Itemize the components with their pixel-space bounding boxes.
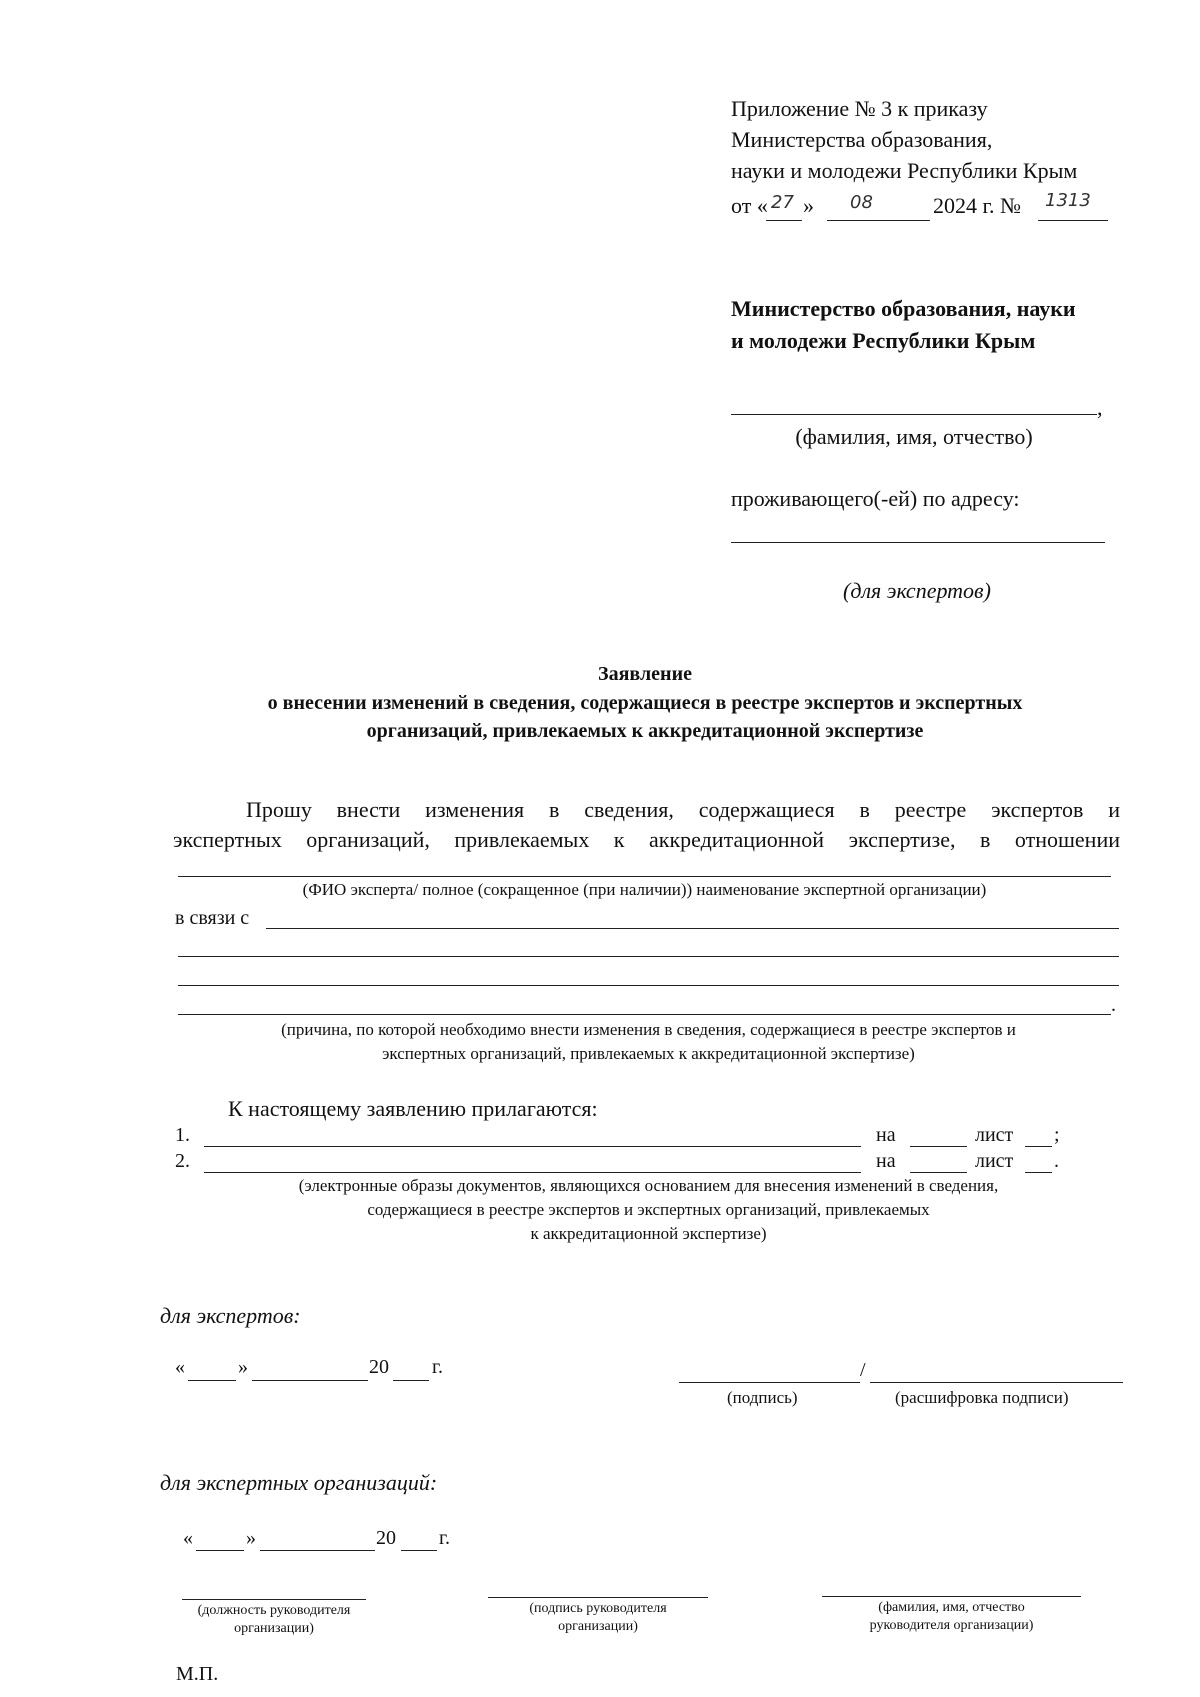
header-line-2: Министерства образования, <box>731 127 993 152</box>
title-line-2: о внесении изменений в сведения, содержащиеся в реестре экспертов и экспертных <box>267 692 1023 714</box>
reason-label: в связи с <box>175 907 250 929</box>
attachment-sheet: лист <box>975 1124 1014 1146</box>
attachment-sheet: лист <box>975 1150 1014 1172</box>
attachment-on: на <box>876 1150 896 1172</box>
reason-line-1 <box>266 928 1119 929</box>
title-line-1: Заявление <box>598 663 692 685</box>
for-experts-note: (для экспертов) <box>843 578 991 603</box>
date-year: 2024 г. № <box>933 193 1022 218</box>
applicant-fio-caption: (фамилия, имя, отчество) <box>795 424 1033 449</box>
header-line-3: науки и молодежи Республики Крым <box>731 158 1078 183</box>
addressee-line-1: Министерство образования, науки <box>731 296 1076 321</box>
header-line-1: Приложение № 3 к приказу <box>731 96 988 121</box>
title-line-3: организаций, привлекаемых к аккредитационной экспертизе <box>366 720 924 742</box>
reason-line-3 <box>178 985 1119 986</box>
attachment-count-line <box>910 1146 967 1147</box>
expert-fio-caption: (ФИО эксперта/ полное (сокращенное (при наличии)) наименование экспертной организации) <box>302 880 987 899</box>
experts-month-line <box>252 1380 368 1381</box>
organizations-year-suffix: г. <box>439 1527 450 1549</box>
attachment-name-line <box>204 1146 861 1147</box>
experts-signature-line <box>679 1382 860 1383</box>
experts-year-suffix: г. <box>432 1356 443 1378</box>
applicant-fio-comma: , <box>1097 395 1103 420</box>
attachments-caption-1: (электронные образы документов, являющихся основанием для внесения изменений в сведения, <box>298 1176 999 1195</box>
attachment-name-line <box>204 1172 861 1173</box>
experts-quote-close: » <box>238 1356 248 1378</box>
position-caption-1: (должность руководителя <box>197 1603 351 1618</box>
attachment-number: 1. <box>175 1124 190 1146</box>
experts-slash: / <box>860 1359 866 1381</box>
position-caption-2: организации) <box>234 1621 314 1636</box>
attachments-caption-2: содержащиеся в реестре экспертов и экспертных организаций, привлекаемых <box>367 1200 930 1219</box>
stamp-place: М.П. <box>176 1663 219 1685</box>
experts-year-line <box>393 1380 429 1381</box>
attachment-sheet-suffix-line <box>1025 1146 1052 1147</box>
attachments-caption-3: к аккредитационной экспертизе) <box>530 1224 767 1243</box>
attachment-end: ; <box>1054 1124 1060 1146</box>
date-day-line <box>766 220 802 221</box>
experts-century: 20 <box>369 1356 389 1378</box>
head-fio-line <box>822 1596 1081 1597</box>
head-fio-caption-1: (фамилия, имя, отчество <box>878 1600 1025 1615</box>
attachment-on: на <box>876 1124 896 1146</box>
experts-day-line <box>188 1380 236 1381</box>
reason-caption-2: экспертных организаций, привлекаемых к аккредитационной экспертизе) <box>382 1044 915 1063</box>
order-number-line <box>1038 220 1108 221</box>
experts-decoding-caption: (расшифровка подписи) <box>895 1388 1069 1407</box>
request-line-1: Прошу внести изменения в сведения, содержащиеся в реестре экспертов и <box>246 797 1120 822</box>
address-label: проживающего(-ей) по адресу: <box>731 486 1020 511</box>
organizations-quote-open: « <box>183 1527 193 1549</box>
reason-line-4 <box>178 1014 1111 1015</box>
head-signature-caption-2: организации) <box>558 1619 638 1634</box>
addressee-line-2: и молодежи Республики Крым <box>731 328 1036 353</box>
organizations-day-line <box>196 1550 244 1551</box>
attachments-heading: К настоящему заявлению прилагаются: <box>228 1096 598 1121</box>
expert-fio-line <box>178 876 1111 877</box>
reason-period: . <box>1111 994 1116 1016</box>
position-line <box>182 1599 366 1600</box>
organizations-month-line <box>260 1550 375 1551</box>
organizations-year-line <box>401 1550 437 1551</box>
date-month-line <box>827 220 930 221</box>
experts-label: для экспертов: <box>160 1303 301 1328</box>
applicant-fio-line <box>731 414 1097 415</box>
attachment-count-line <box>910 1172 967 1173</box>
head-signature-caption-1: (подпись руководителя <box>529 1601 667 1616</box>
experts-signature-caption: (подпись) <box>727 1388 798 1407</box>
order-number-handwritten: 1313 <box>1045 190 1091 211</box>
organizations-quote-close: » <box>246 1527 256 1549</box>
attachment-sheet-suffix-line <box>1025 1172 1052 1173</box>
reason-caption-1: (причина, по которой необходимо внести изменения в сведения, содержащиеся в реестре экспертов и <box>281 1020 1016 1039</box>
organizations-century: 20 <box>376 1527 396 1549</box>
experts-quote-open: « <box>175 1356 185 1378</box>
date-mid: » <box>803 193 814 218</box>
experts-decoding-line <box>870 1382 1123 1383</box>
head-signature-line <box>488 1597 708 1598</box>
attachment-end: . <box>1054 1150 1059 1172</box>
address-line <box>731 542 1105 543</box>
request-line-2: экспертных организаций, привлекаемых к аккредитационной экспертизе, в отношении <box>173 827 1120 852</box>
reason-line-2 <box>178 956 1119 957</box>
organizations-label: для экспертных организаций: <box>160 1470 438 1495</box>
attachment-number: 2. <box>175 1150 190 1172</box>
date-day-handwritten: 27 <box>771 192 794 213</box>
head-fio-caption-2: руководителя организации) <box>869 1618 1034 1633</box>
date-prefix: от « <box>731 193 768 218</box>
date-month-handwritten: 08 <box>850 192 873 213</box>
